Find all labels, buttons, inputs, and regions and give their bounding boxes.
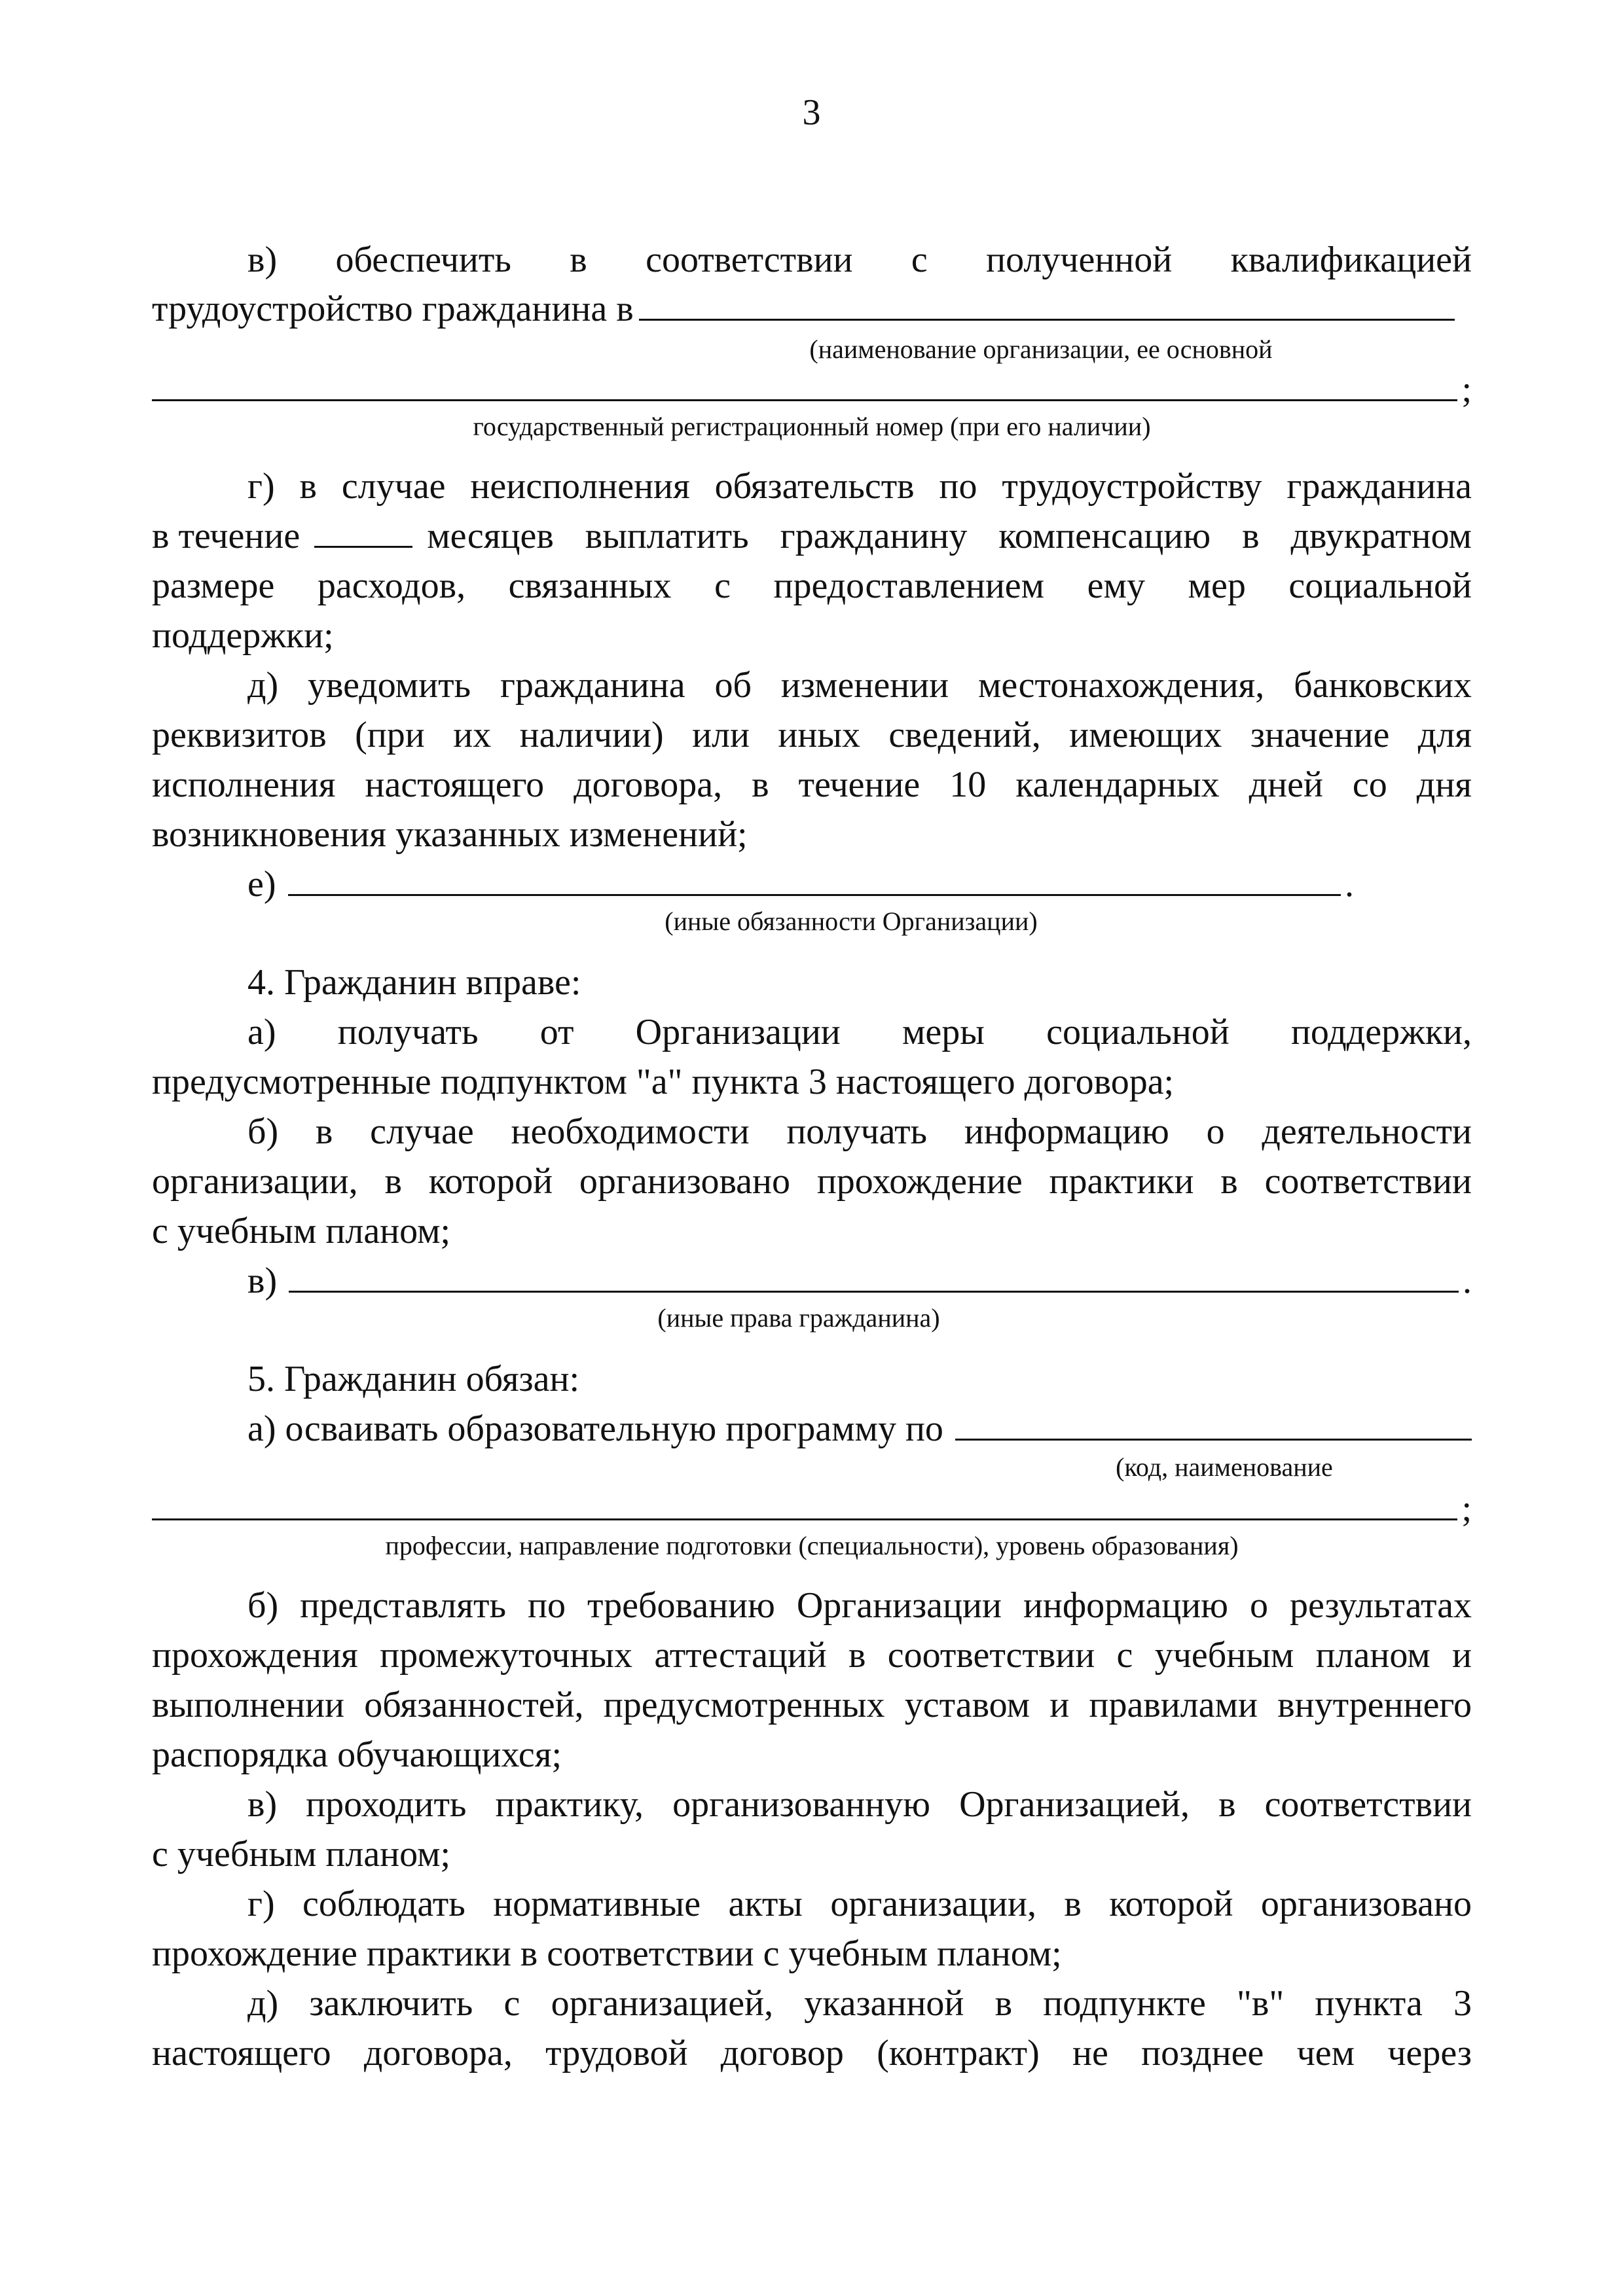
blank-program-name[interactable] [152,1487,1457,1520]
field-caption: (иные обязанности Организации) [665,906,1038,936]
form-line-program-cont [152,1486,1472,1532]
paragraph-line: исполнения настоящего договора, в течение 10 календарных дней со дня [152,764,1472,805]
field-caption: профессии, направление подготовки (специальности), уровень образования) [385,1531,1239,1560]
paragraph-line: организации, в которой организовано прохождение практики в соответствии [152,1161,1472,1202]
paragraph-line: в) обеспечить в соответствии с полученной квалификацией [247,240,1472,280]
form-line-organization-cont [152,367,1472,412]
punctuation: . [1463,1261,1472,1301]
punctuation: ; [1461,1488,1472,1529]
paragraph-line: а) получать от Организации меры социальной поддержки, [247,1012,1472,1052]
paragraph-line: б) представлять по требованию Организации информацию о результатах [247,1585,1472,1626]
paragraph-line: б) в случае необходимости получать информацию о деятельности [247,1111,1472,1152]
paragraph-line: распорядка обучающихся; [152,1734,562,1775]
form-line-months [152,513,1472,559]
form-line-other-duties [247,861,1354,907]
blank-program-code[interactable] [955,1407,1472,1441]
punctuation: . [1345,864,1354,905]
paragraph-line: прохождение практики в соответствии с учебным планом; [152,1933,1062,1974]
paragraph-line: д) уведомить гражданина об изменении местонахождения, банковских [247,665,1472,706]
field-caption: (наименование организации, ее основной [809,334,1273,364]
section-heading: 4. Гражданин вправе: [247,962,581,1003]
paragraph-line: е) [247,864,276,905]
paragraph-line: настоящего договора, трудовой договор (контракт) не позднее чем через [152,2033,1472,2073]
paragraph-line: поддержки; [152,615,334,656]
paragraph-line: а) осваивать образовательную программу по [247,1408,943,1449]
form-line-employment [152,286,1455,332]
paragraph-line: выполнении обязанностей, предусмотренных уставом и правилами внутреннего [152,1685,1472,1725]
paragraph-line: размере расходов, связанных с предоставлением ему мер социальной [152,565,1472,606]
paragraph-line: возникновения указанных изменений; [152,814,748,855]
paragraph-line: предусмотренные подпунктом "а" пункта 3 настоящего договора; [152,1062,1175,1102]
paragraph-line: г) соблюдать нормативные акты организации, в которой организовано [247,1884,1472,1924]
field-caption: (код, наименование [1116,1452,1333,1482]
paragraph-line: в) [247,1261,278,1301]
paragraph-line: д) заключить с организацией, указанной в подпункте "в" пункта 3 [247,1983,1472,2024]
paragraph-line: г) в случае неисполнения обязательств по трудоустройству гражданина [247,466,1472,507]
blank-months[interactable] [314,514,412,548]
punctuation: ; [1461,369,1472,410]
paragraph-line: в) проходить практику, организованную Организацией, в соответствии [247,1784,1472,1825]
paragraph-line: реквизитов (при их наличии) или иных сведений, имеющих значение для [152,715,1472,755]
form-line-program [247,1406,1472,1452]
paragraph-line: трудоустройство гражданина в [152,289,634,329]
paragraph-line: в течение [152,516,301,556]
blank-organization-number[interactable] [152,368,1457,401]
blank-other-rights[interactable] [289,1259,1459,1293]
paragraph-line: прохождения промежуточных аттестаций в соответствии с учебным планом и [152,1635,1472,1676]
blank-organization-name[interactable] [639,287,1455,321]
paragraph-line: с учебным планом; [152,1211,451,1251]
form-line-other-rights [247,1258,1472,1304]
section-heading: 5. Гражданин обязан: [247,1359,580,1399]
paragraph-line: с учебным планом; [152,1834,451,1874]
page-number: 3 [802,92,821,133]
blank-other-duties[interactable] [288,863,1341,896]
paragraph-line: месяцев выплатить гражданину компенсацию в двукратном [427,516,1472,556]
field-caption: государственный регистрационный номер (при его наличии) [473,412,1151,441]
field-caption: (иные права гражданина) [657,1303,940,1333]
